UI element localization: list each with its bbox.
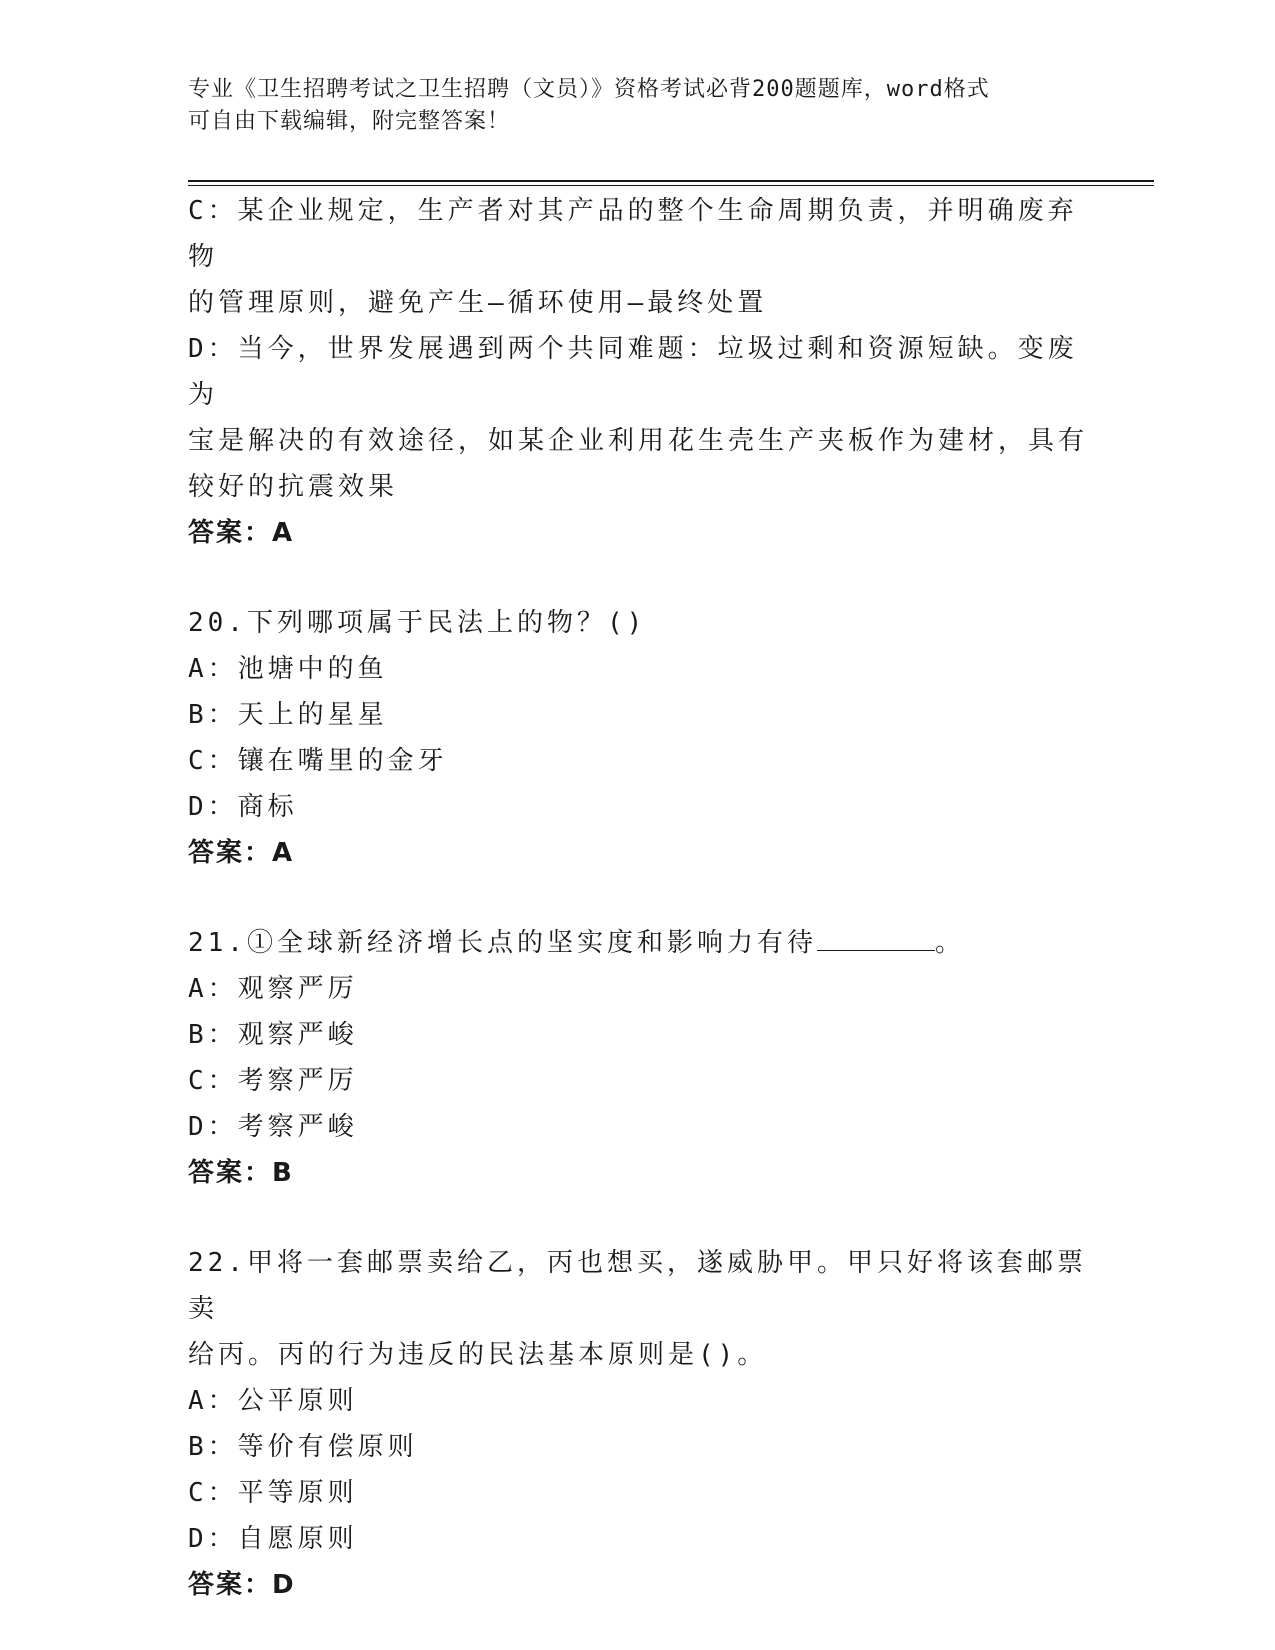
option-c-line: 的管理原则，避免产生—循环使用—最终处置 xyxy=(188,288,768,318)
option-d: D：考察严峻 xyxy=(188,1112,358,1142)
answer-label: 答案：A xyxy=(188,518,295,548)
question-text-prefix: 21.①全球新经济增长点的坚实度和影响力有待 xyxy=(188,928,817,958)
option-c: C：平等原则 xyxy=(188,1478,358,1508)
question-text: 20.下列哪项属于民法上的物？() xyxy=(188,608,647,638)
fill-in-blank xyxy=(817,920,935,951)
spacer xyxy=(188,876,1088,920)
option-a: A：观察严厉 xyxy=(188,974,358,1004)
option-c: C：镶在嘴里的金牙 xyxy=(188,746,448,776)
document-header xyxy=(188,74,1068,138)
header-divider-thick xyxy=(188,180,1154,182)
option-a: A：池塘中的鱼 xyxy=(188,654,388,684)
header-divider-thin xyxy=(188,185,1154,186)
question-text-suffix: 。 xyxy=(934,928,965,958)
option-c: C：考察严厉 xyxy=(188,1066,358,1096)
question-22-block xyxy=(188,1240,1088,1608)
spacer xyxy=(188,1196,1088,1240)
question-text: 给丙。丙的行为违反的民法基本原则是()。 xyxy=(188,1340,768,1370)
document-body xyxy=(188,188,1088,1608)
header-title-line-2: 可自由下载编辑，附完整答案！ xyxy=(188,109,511,134)
option-b: B：天上的星星 xyxy=(188,700,388,730)
question-text: 22.甲将一套邮票卖给乙，丙也想买，遂威胁甲。甲只好将该套邮票卖 xyxy=(188,1248,1087,1324)
option-d-line: D：当今，世界发展遇到两个共同难题：垃圾过剩和资源短缺。变废为 xyxy=(188,334,1078,410)
answer-label: 答案：B xyxy=(188,1158,294,1188)
previous-question-block xyxy=(188,188,1088,556)
question-text xyxy=(188,920,1088,966)
question-20-block xyxy=(188,600,1088,876)
option-a: A：公平原则 xyxy=(188,1386,358,1416)
header-title-line-1: 专业《卫生招聘考试之卫生招聘（文员）》资格考试必背200题题库，word格式 xyxy=(188,77,990,102)
option-b: B：观察严峻 xyxy=(188,1020,358,1050)
question-21-block xyxy=(188,920,1088,1196)
option-d: D：商标 xyxy=(188,792,298,822)
answer-label: 答案：D xyxy=(188,1570,296,1600)
option-b: B：等价有偿原则 xyxy=(188,1432,418,1462)
spacer xyxy=(188,556,1088,600)
option-c-line: C：某企业规定，生产者对其产品的整个生命周期负责，并明确废弃物 xyxy=(188,196,1078,272)
option-d: D：自愿原则 xyxy=(188,1524,358,1554)
option-d-line: 较好的抗震效果 xyxy=(188,472,399,502)
answer-label: 答案：A xyxy=(188,838,295,868)
option-d-line: 宝是解决的有效途径，如某企业利用花生壳生产夹板作为建材，具有 xyxy=(188,426,1089,456)
